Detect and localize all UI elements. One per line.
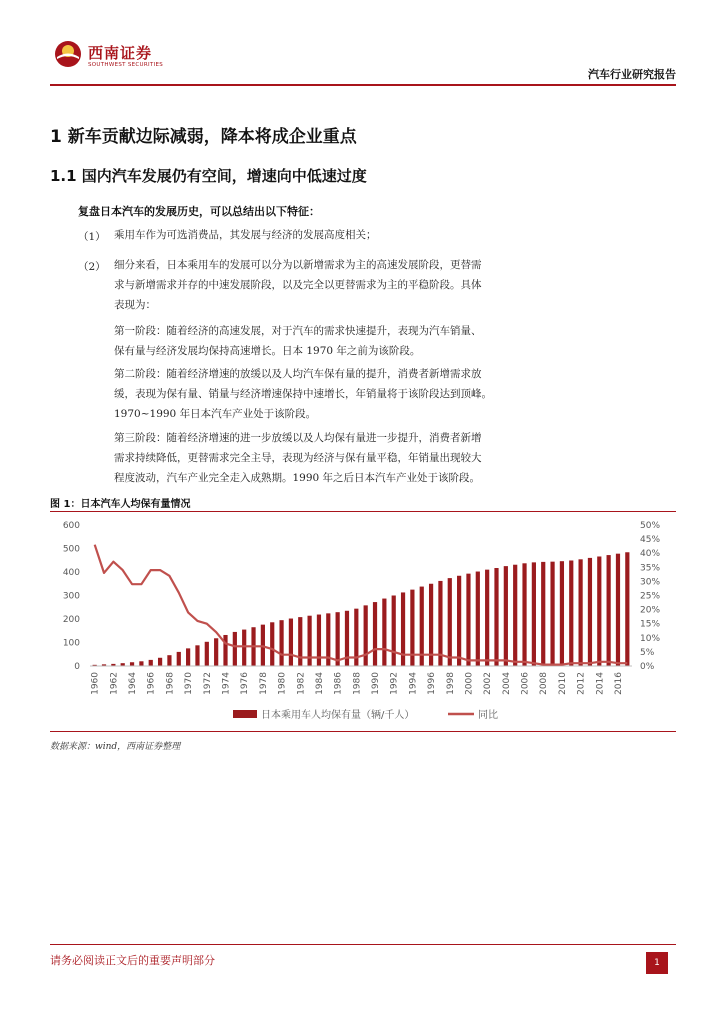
bar	[616, 554, 620, 666]
bar	[485, 570, 489, 666]
yoy-line	[95, 545, 628, 665]
y-right-tick-label: 25%	[640, 591, 661, 602]
paragraph-line: 程度波动，汽车产业完全走入成熟期。1990 年之后日本汽车产业处于该阶段。	[114, 472, 481, 484]
bar	[130, 662, 134, 666]
x-tick-label: 1974	[221, 672, 232, 695]
y-left-tick-label: 500	[62, 544, 80, 555]
x-tick-label: 1986	[333, 672, 344, 695]
bar	[214, 638, 218, 666]
y-right-tick-label: 20%	[640, 605, 661, 616]
x-tick-label: 2008	[539, 672, 550, 695]
bar	[476, 572, 480, 666]
bar	[298, 617, 302, 666]
stage-paragraph	[114, 321, 482, 361]
legend-line-label: 同比	[478, 710, 498, 721]
y-right-tick-label: 0%	[640, 662, 655, 672]
bar	[382, 599, 386, 666]
bar	[167, 655, 171, 666]
figure-source: 数据来源：wind，西南证券整理	[50, 742, 181, 752]
x-tick-label: 2012	[576, 672, 587, 695]
y-right-tick-label: 30%	[640, 577, 661, 588]
footer-divider	[50, 944, 676, 945]
y-right-tick-label: 45%	[640, 535, 661, 546]
paragraph-line: 表现为：	[114, 299, 156, 311]
bar	[139, 661, 143, 666]
bar	[560, 561, 564, 666]
paragraph-line: 保有量与经济发展均保持高速增长。日本 1970 年之前为该阶段。	[114, 345, 421, 357]
paragraph-line: 缓，表现为保有量、销量与经济增速保持中速增长，年销量将于该阶段达到顶峰。	[114, 388, 492, 400]
bar	[532, 562, 536, 666]
bar	[448, 578, 452, 666]
bar	[195, 645, 199, 666]
x-tick-label: 1978	[258, 672, 269, 695]
x-tick-label: 1984	[314, 672, 325, 695]
page-header	[50, 38, 676, 84]
report-type: 汽车行业研究报告	[588, 68, 676, 81]
paragraph-line: 细分来看，日本乘用车的发展可以分为以新增需求为主的高速发展阶段，更替需	[114, 259, 482, 271]
paragraph-line: 第一阶段：随着经济的高速发展，对于汽车的需求快速提升，表现为汽车销量、	[114, 325, 482, 337]
bar	[513, 565, 517, 666]
paragraph-line: 求与新增需求并存的中速发展阶段，以及完全以更替需求为主的平稳阶段。具体	[114, 279, 482, 291]
bar	[392, 596, 396, 667]
y-left-tick-label: 100	[62, 638, 80, 649]
bar	[186, 648, 190, 666]
bar	[223, 635, 227, 666]
y-left-tick-label: 200	[62, 615, 80, 625]
bar	[233, 632, 237, 666]
x-tick-label: 1968	[165, 672, 176, 695]
y-right-tick-label: 5%	[640, 647, 655, 658]
bar	[569, 560, 573, 666]
x-tick-label: 2004	[501, 672, 512, 695]
x-tick-label: 2000	[464, 672, 475, 695]
x-tick-label: 1996	[427, 672, 438, 695]
bar	[457, 576, 461, 666]
x-tick-label: 1970	[184, 672, 195, 695]
x-tick-label: 2016	[613, 672, 624, 695]
item-paragraph	[114, 255, 482, 315]
x-tick-label: 1960	[90, 672, 101, 695]
page-number: 1	[646, 952, 668, 974]
bar	[242, 630, 246, 666]
bar	[625, 552, 629, 666]
bar	[466, 574, 470, 666]
lead-sentence: 复盘日本汽车的发展历史，可以总结出以下特征：	[78, 205, 320, 218]
x-tick-label: 2002	[483, 672, 494, 695]
bar	[438, 581, 442, 666]
bar	[550, 562, 554, 666]
x-tick-label: 1990	[371, 672, 382, 695]
company-logo-icon	[54, 40, 82, 68]
x-tick-label: 2014	[595, 672, 606, 695]
bar	[158, 658, 162, 666]
paragraph-line: 第二阶段：随着经济增速的放缓以及人均汽车保有量的提升，消费者新增需求放	[114, 368, 482, 380]
x-tick-label: 1982	[296, 672, 307, 695]
bar	[494, 568, 498, 666]
paragraph-line: 第三阶段：随着经济增速的进一步放缓以及人均保有量进一步提升，消费者新增	[114, 432, 482, 444]
legend-bar-label: 日本乘用车人均保有量（辆/千人）	[261, 710, 415, 721]
subsection-heading: 1.1 国内汽车发展仍有空间，增速向中低速过度	[50, 167, 367, 185]
bar	[607, 555, 611, 666]
footer-disclaimer: 请务必阅读正文后的重要声明部分	[50, 954, 215, 967]
x-tick-label: 2010	[557, 672, 568, 695]
item-number: （2）	[78, 261, 106, 273]
x-tick-label: 1980	[277, 672, 288, 695]
x-tick-label: 1972	[202, 672, 213, 695]
bar	[149, 660, 153, 666]
y-right-tick-label: 40%	[640, 549, 661, 560]
legend-bar-swatch	[233, 710, 257, 718]
bar	[588, 558, 592, 666]
bar	[579, 559, 583, 666]
y-left-tick-label: 0	[74, 662, 80, 672]
figure-divider-bottom	[50, 731, 676, 732]
paragraph-line: 需求持续降低，更替需求完全主导，表现为经济与保有量平稳，年销量出现较大	[114, 452, 482, 464]
y-left-tick-label: 300	[62, 591, 80, 602]
bar	[504, 566, 508, 666]
paragraph-line: 1970~1990 年日本汽车产业处于该阶段。	[114, 408, 317, 420]
logo-text: 西南证券	[88, 44, 153, 62]
car-ownership-chart	[50, 512, 676, 730]
x-tick-label: 1994	[408, 672, 419, 695]
bar	[364, 605, 368, 666]
bar	[336, 612, 340, 666]
x-tick-label: 1964	[128, 672, 139, 695]
x-tick-label: 2006	[520, 672, 531, 695]
bar	[205, 642, 209, 666]
bar	[279, 620, 283, 666]
figure-title: 图 1：日本汽车人均保有量情况	[50, 499, 191, 510]
x-tick-label: 1966	[146, 672, 157, 695]
y-right-tick-label: 15%	[640, 619, 661, 630]
item-text: 乘用车作为可选消费品，其发展与经济的发展高度相关；	[114, 229, 377, 241]
section-heading: 1 新车贡献边际减弱，降本将成企业重点	[50, 127, 357, 147]
y-right-tick-label: 50%	[640, 521, 661, 531]
x-tick-label: 1962	[109, 672, 120, 695]
bar	[597, 556, 601, 666]
stage-paragraph	[114, 428, 482, 488]
bar	[177, 652, 181, 666]
y-right-tick-label: 10%	[640, 633, 661, 644]
x-tick-label: 1992	[389, 672, 400, 695]
item-number: （1）	[78, 231, 106, 243]
y-left-tick-label: 400	[62, 568, 80, 578]
bar	[541, 562, 545, 666]
y-right-tick-label: 35%	[640, 563, 661, 574]
x-tick-label: 1998	[445, 672, 456, 695]
x-tick-label: 1976	[240, 672, 251, 695]
stage-paragraph	[114, 364, 492, 424]
bar	[373, 602, 377, 666]
bar	[289, 619, 293, 666]
bar	[522, 563, 526, 666]
x-tick-label: 1988	[352, 672, 363, 695]
logo-subtext: SOUTHWEST SECURITIES	[88, 62, 164, 68]
header-divider	[50, 84, 676, 86]
y-left-tick-label: 600	[62, 521, 80, 531]
bar	[270, 622, 274, 666]
